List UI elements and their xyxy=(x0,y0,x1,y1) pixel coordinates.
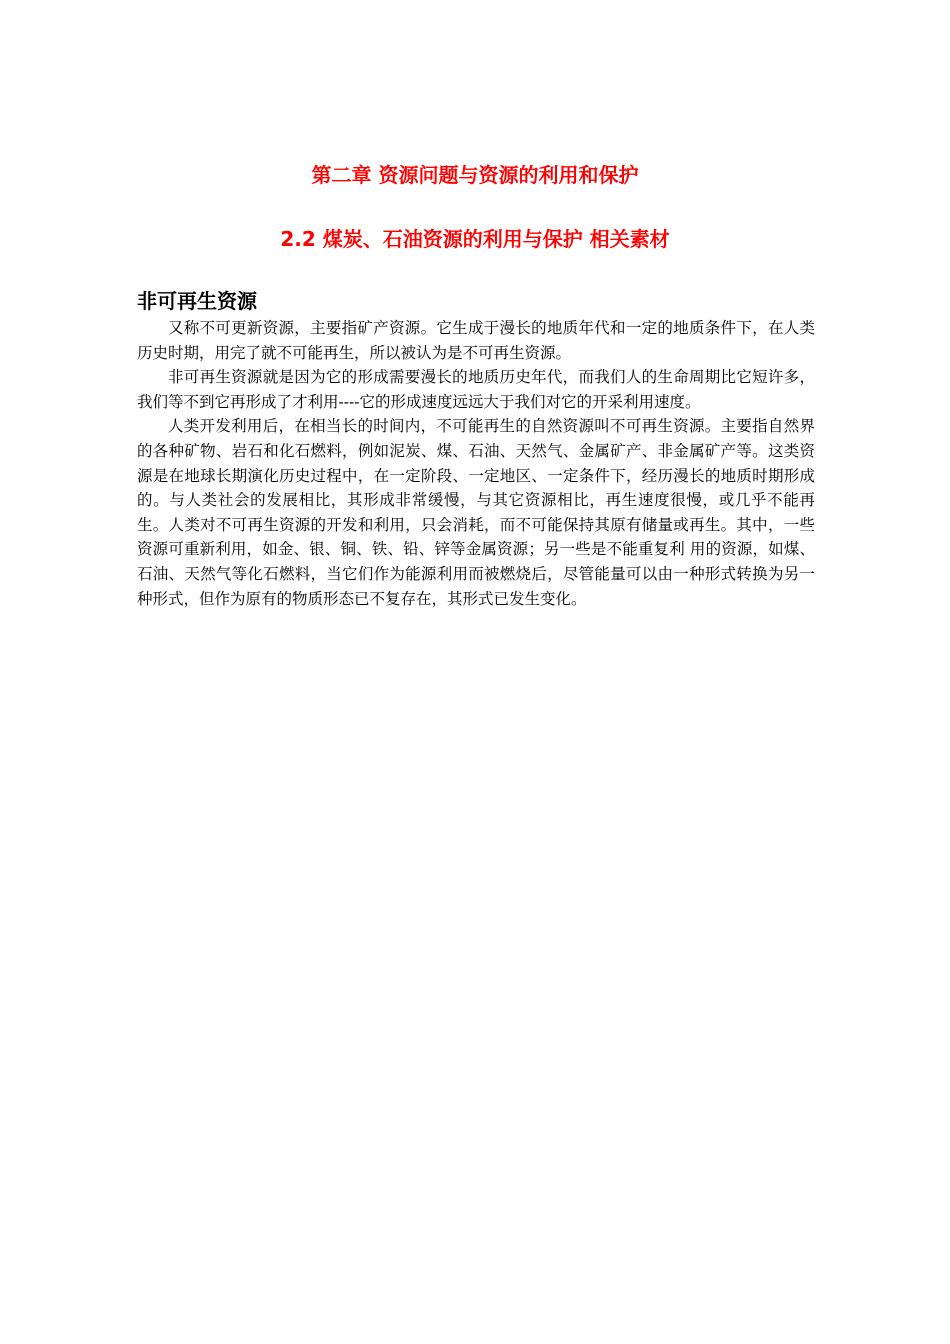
chapter-title: 第二章 资源问题与资源的利用和保护 xyxy=(311,163,639,187)
paragraph: 非可再生资源就是因为它的形成需要漫长的地质历史年代，而我们人的生命周期比它短许多，我们等不到它再形成了才利用----它的形成速度远远大于我们对它的开采利用速度。 xyxy=(137,368,815,411)
body-text xyxy=(137,316,815,611)
paragraph: 又称不可更新资源，主要指矿产资源。它生成于漫长的地质年代和一定的地质条件下，在人类历史时期，用完了就不可能再生，所以被认为是不可再生资源。 xyxy=(137,319,815,362)
paragraph: 人类开发利用后，在相当长的时间内，不可能再生的自然资源叫不可再生资源。主要指自然界的各种矿物、岩石和化石燃料，例如泥炭、煤、石油、天然气、金属矿产、非金属矿产等。这类资源是在地球长期演化历史过程中，在一定阶段、一定地区、一定条件下，经历漫长的地质时期形成的。与人类社会的发展相比，其形成非常缓慢，与其它资源相比，再生速度很慢，或几乎不能再生。人类对不可再生资源的开发和利用，只会消耗，而不可能保持其原有储量或再生。其中，一些资源可重新利用，如金、银、铜、铁、铅、锌等金属资源；另一些是不能重复利 用的资源，如煤、石油、天然气等化石燃料，当它们作为能源利用而被燃烧后，尽管能量可以由一种形式转换为另一种形式，但作为原有的物质形态已不复存在，其形式已发生变化。 xyxy=(137,417,815,608)
section-title: 2.2 煤炭、石油资源的利用与保护 相关素材 xyxy=(280,227,670,251)
section-heading: 非可再生资源 xyxy=(137,289,257,313)
